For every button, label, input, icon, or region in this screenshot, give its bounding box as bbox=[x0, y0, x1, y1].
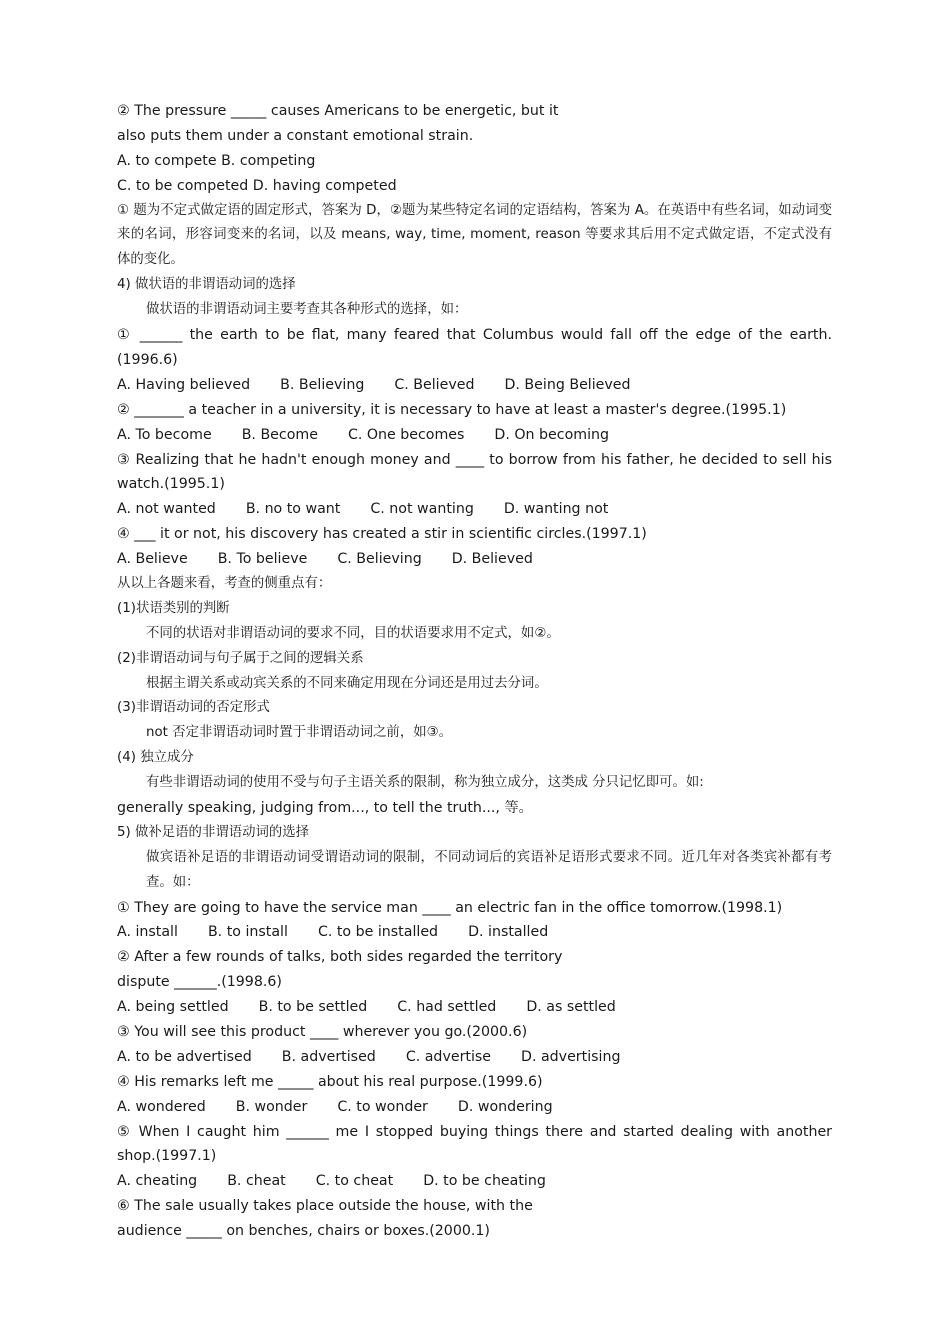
option: B. wonder bbox=[235, 1098, 308, 1115]
exercise-2-options bbox=[117, 995, 832, 1020]
option: D. wondering bbox=[457, 1098, 553, 1115]
exercise-5: ⑤ When I caught him ______ me I stopped buying things there and started dealing with another bbox=[117, 1123, 832, 1140]
option: A. wondered bbox=[117, 1098, 206, 1115]
option: B. no to want bbox=[245, 501, 341, 518]
option: D. Believed bbox=[451, 551, 533, 568]
question-4-options bbox=[117, 547, 832, 572]
option: A. install bbox=[117, 924, 178, 941]
option: C. One becomes bbox=[347, 426, 465, 443]
option: D. Being Believed bbox=[504, 376, 631, 393]
exercise-3-options bbox=[117, 1045, 832, 1070]
exercise-2: ② After a few rounds of talks, both sides regarded the territory bbox=[117, 949, 563, 966]
option: C. to be installed bbox=[317, 924, 439, 941]
explanation-paragraph: ① 题为不定式做定语的固定形式，答案为 D，②题为某些特定名词的定语结构，答案为 A。在英语中有些名词，如动词变来的名词，形容词变来的名词，以及 means, way, time, moment, reason 等要求其后用不定式做定语，不定式没有体的变化。 bbox=[117, 202, 832, 268]
question-2: ② _______ a teacher in a university, it is necessary to have at least a master's degree.(1995.1) bbox=[117, 401, 787, 418]
option: C. not wanting bbox=[370, 501, 474, 518]
question-1-cont: (1996.6) bbox=[117, 351, 178, 368]
option: A. Having believed bbox=[117, 376, 251, 393]
question-1-options bbox=[117, 373, 832, 398]
option: D. to be cheating bbox=[423, 1173, 546, 1190]
option: B. cheat bbox=[227, 1173, 286, 1190]
option: D. as settled bbox=[526, 999, 616, 1016]
summary-heading: 从以上各题来看，考查的侧重点有： bbox=[117, 575, 332, 591]
point-4-title: (4) 独立成分 bbox=[117, 750, 194, 766]
point-2-title: (2)非谓语动词与句子属于之间的逻辑关系 bbox=[117, 650, 364, 666]
question-1: ① ______ the earth to be flat, many feared that Columbus would fall off the edge of the earth. bbox=[117, 327, 832, 344]
option: D. installed bbox=[468, 924, 549, 941]
text-line: ② The pressure _____ causes Americans to be energetic, but it bbox=[117, 103, 559, 119]
option: C. had settled bbox=[397, 999, 497, 1016]
exercise-1: ① They are going to have the service man ____ an electric fan in the office tomorrow.(1998.1) bbox=[117, 899, 783, 916]
exercise-4-options bbox=[117, 1095, 832, 1120]
text-line: also puts them under a constant emotional strain. bbox=[117, 127, 474, 144]
option: C. to wonder bbox=[337, 1098, 428, 1115]
option: B. to be settled bbox=[258, 999, 368, 1016]
point-3-title: (3)非谓语动词的否定形式 bbox=[117, 700, 270, 716]
exercise-6-cont: audience _____ on benches, chairs or boxes.(2000.1) bbox=[117, 1223, 490, 1240]
option: A. not wanted bbox=[117, 501, 216, 518]
option: B. Become bbox=[241, 426, 318, 443]
option: B. to install bbox=[207, 924, 288, 941]
option: A. to be advertised bbox=[117, 1048, 252, 1065]
text-line: C. to be competed D. having competed bbox=[117, 177, 397, 194]
exercise-2-cont: dispute ______.(1998.6) bbox=[117, 974, 282, 991]
option: D. advertising bbox=[521, 1048, 621, 1065]
question-3-cont: watch.(1995.1) bbox=[117, 476, 225, 493]
question-2-options bbox=[117, 423, 832, 448]
option: A. To become bbox=[117, 426, 212, 443]
exercise-5-options bbox=[117, 1169, 832, 1194]
option: B. To believe bbox=[217, 551, 308, 568]
section-heading-5: 5) 做补足语的非谓语动词的选择 bbox=[117, 824, 310, 840]
exercise-6: ⑥ The sale usually takes place outside the house, with the bbox=[117, 1198, 533, 1215]
question-3-options bbox=[117, 497, 832, 522]
option: C. to cheat bbox=[315, 1173, 394, 1190]
question-4: ④ ___ it or not, his discovery has created a stir in scientific circles.(1997.1) bbox=[117, 526, 647, 543]
option: A. Believe bbox=[117, 551, 188, 568]
point-4-example: generally speaking, judging from..., to tell the truth..., 等。 bbox=[117, 799, 533, 816]
exercise-5-cont: shop.(1997.1) bbox=[117, 1148, 217, 1165]
point-3-body: not 否定非谓语动词时置于非谓语动词之前，如③。 bbox=[146, 725, 453, 741]
section-heading-4: 4) 做状语的非谓语动词的选择 bbox=[117, 277, 296, 293]
point-1-title: (1)状语类别的判断 bbox=[117, 600, 230, 616]
option: B. Believing bbox=[280, 376, 365, 393]
option: C. Believed bbox=[394, 376, 475, 393]
text-line: A. to compete B. competing bbox=[117, 152, 316, 169]
exercise-3: ③ You will see this product ____ wherever you go.(2000.6) bbox=[117, 1024, 528, 1041]
section-intro: 做宾语补足语的非谓语动词受谓语动词的限制，不同动词后的宾语补足语形式要求不同。近几年对各类宾补都有考查。如： bbox=[146, 849, 832, 890]
option: B. advertised bbox=[281, 1048, 376, 1065]
option: A. being settled bbox=[117, 999, 229, 1016]
section-intro: 做状语的非谓语动词主要考查其各种形式的选择，如： bbox=[146, 302, 468, 318]
point-1-body: 不同的状语对非谓语动词的要求不同，目的状语要求用不定式，如②。 bbox=[146, 625, 560, 641]
option: D. wanting not bbox=[503, 501, 609, 518]
option: A. cheating bbox=[117, 1173, 198, 1190]
exercise-4: ④ His remarks left me _____ about his real purpose.(1999.6) bbox=[117, 1073, 543, 1090]
question-3: ③ Realizing that he hadn't enough money and ____ to borrow from his father, he decided to sell his bbox=[117, 451, 832, 468]
option: C. advertise bbox=[405, 1048, 492, 1065]
exercise-1-options bbox=[117, 920, 832, 945]
document-page bbox=[117, 99, 832, 1244]
point-4-body: 有些非谓语动词的使用不受与句子主语关系的限制，称为独立成分，这类成 分只记忆即可。如: bbox=[146, 775, 704, 791]
option: C. Believing bbox=[337, 551, 422, 568]
option: D. On becoming bbox=[494, 426, 610, 443]
point-2-body: 根据主谓关系或动宾关系的不同来确定用现在分词还是用过去分词。 bbox=[146, 675, 548, 691]
